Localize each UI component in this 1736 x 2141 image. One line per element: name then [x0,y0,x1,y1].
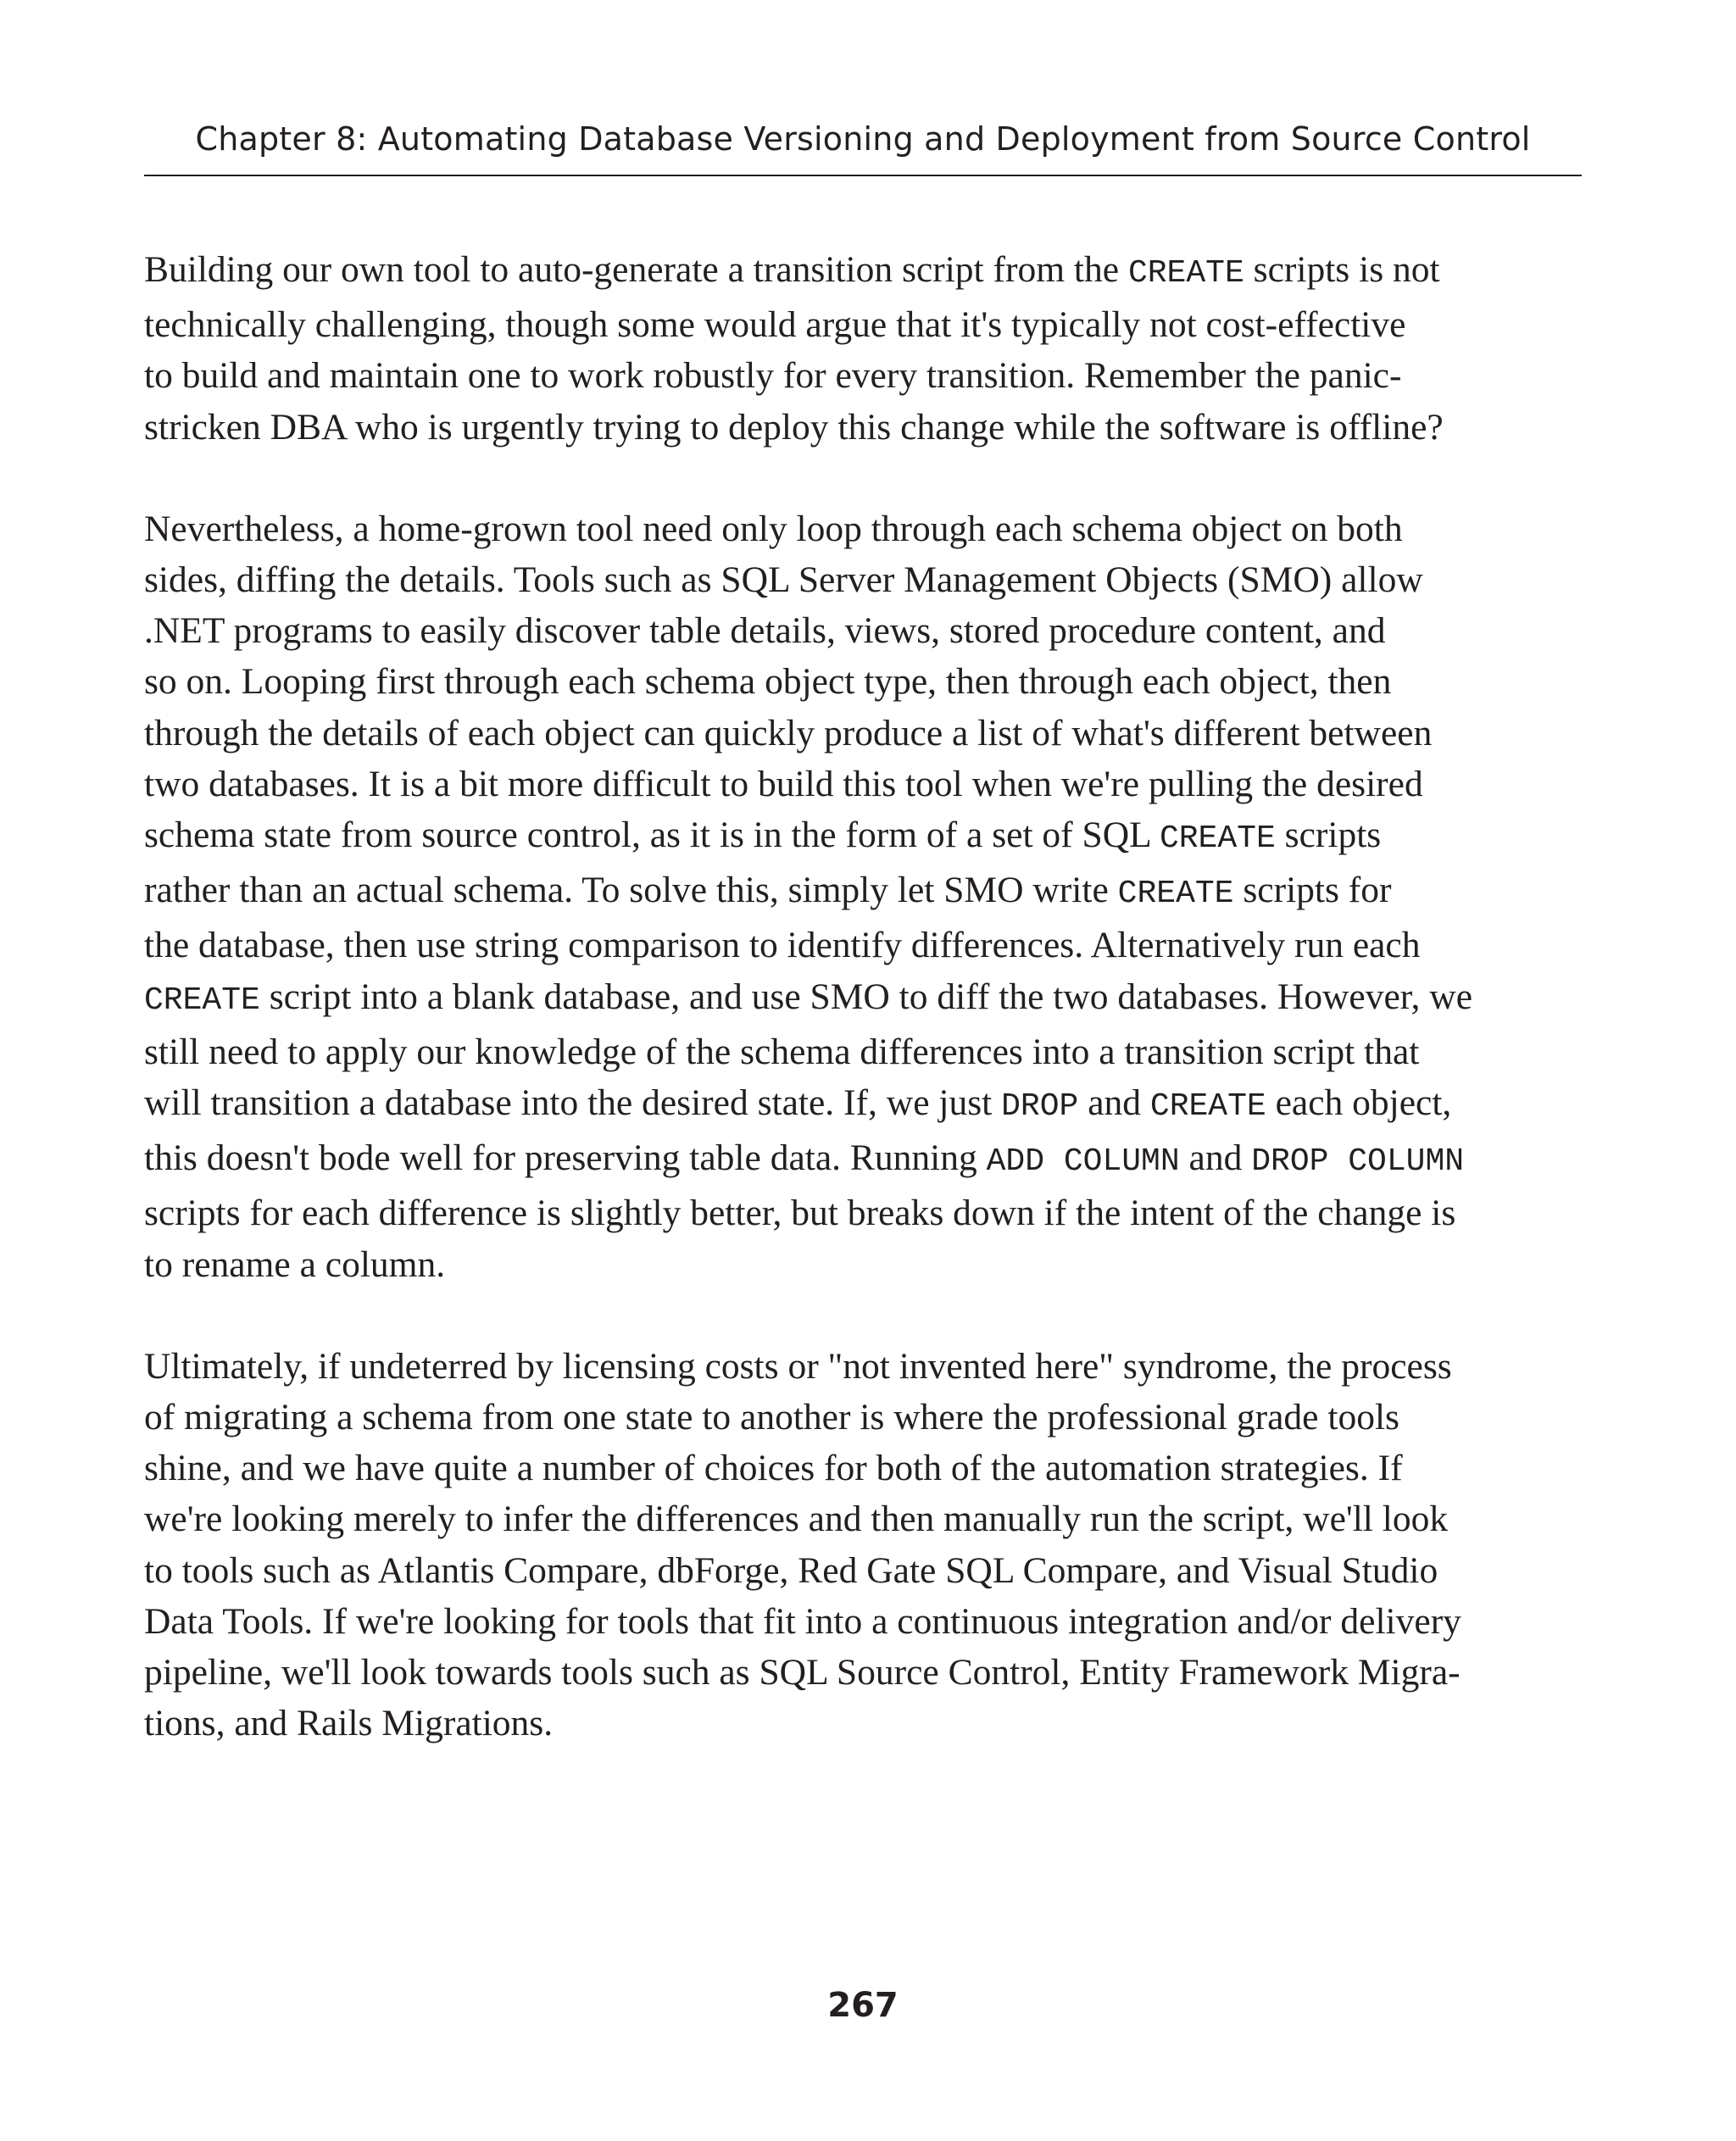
inline-code: DROP COLUMN [1251,1143,1465,1181]
text-run: to tools such as Atlantis Compare, dbForge, Red Gate SQL Compare, and Visual Studio [144,1549,1438,1591]
text-line [144,1077,1582,1132]
text-run: sides, diffing the details. Tools such as SQL Server Management Objects (SMO) allow [144,559,1423,601]
text-run: Ultimately, if undeterred by licensing costs or "not invented here" syndrome, the process [144,1345,1452,1387]
text-run: two databases. It is a bit more difficult to build this tool when we're pulling the desired [144,763,1423,804]
inline-code: CREATE [1127,255,1244,292]
page-number: 267 [827,1986,899,2025]
inline-code: ADD COLUMN [986,1143,1180,1181]
text-run: scripts is not [1244,249,1440,290]
paragraph [144,1341,1582,1749]
text-run: rather than an actual schema. To solve this, simply let SMO write [144,870,1118,911]
text-line [144,605,1582,656]
text-line [144,244,1582,299]
text-run: each object, [1266,1082,1452,1124]
text-run: schema state from source control, as it is in the form of a set of SQL [144,815,1160,856]
text-line [144,1493,1582,1544]
text-line [144,1443,1582,1493]
text-line [144,1239,1582,1290]
text-line [144,299,1582,350]
text-line [144,1596,1582,1647]
inline-code: DROP [1001,1088,1079,1126]
text-line [144,1545,1582,1596]
text-line [144,708,1582,759]
text-line [144,656,1582,707]
text-run: Data Tools. If we're looking for tools that fit into a continuous integration and/or delivery [144,1600,1461,1642]
running-header: Chapter 8: Automating Database Versioning and Deployment from Source Control [195,120,1531,158]
text-run: through the details of each object can quickly produce a list of what's different between [144,712,1433,754]
text-line [144,402,1582,453]
text-run: to build and maintain one to work robustly for every transition. Remember the panic- [144,355,1402,397]
text-run: the database, then use string comparison to identify differences. Alternatively run each [144,925,1421,966]
text-line [144,503,1582,554]
body-text [144,244,1582,1799]
inline-code: CREATE [1117,876,1234,913]
text-line [144,1026,1582,1077]
text-run: of migrating a schema from one state to another is where the professional grade tools [144,1397,1399,1438]
text-line [144,1187,1582,1238]
text-run: technically challenging, though some would argue that it's typically not cost-effective [144,304,1406,346]
text-line [144,1341,1582,1392]
text-line [144,1698,1582,1749]
paragraph [144,503,1582,1290]
text-line [144,1132,1582,1187]
text-line [144,1392,1582,1443]
text-run: we're looking merely to infer the differences and then manually run the script, we'll look [144,1499,1449,1540]
paragraph [144,244,1582,453]
text-run: scripts for each difference is slightly better, but breaks down if the intent of the change is [144,1193,1456,1234]
header-divider [144,175,1582,176]
text-run: will transition a database into the desired state. If, we just [144,1082,1002,1124]
text-run: Building our own tool to auto-generate a transition script from the [144,249,1128,290]
text-line [144,809,1582,865]
text-line [144,1647,1582,1698]
text-run: script into a blank database, and use SMO to diff the two databases. However, we [259,976,1472,1017]
text-run: so on. Looping first through each schema object type, then through each object, then [144,661,1392,703]
text-run: pipeline, we'll look towards tools such as SQL Source Control, Entity Framework Migra- [144,1652,1461,1693]
text-run: Nevertheless, a home-grown tool need only loop through each schema object on both [144,508,1403,549]
text-run: and [1179,1137,1252,1179]
text-line [144,971,1582,1026]
text-run: tions, and Rails Migrations. [144,1703,554,1744]
text-run: still need to apply our knowledge of the schema differences into a transition script that [144,1031,1420,1072]
text-line [144,759,1582,809]
inline-code: CREATE [1149,1088,1266,1126]
text-run: and [1078,1082,1150,1124]
text-line [144,350,1582,401]
text-run: stricken DBA who is urgently trying to deploy this change while the software is offline? [144,406,1444,448]
text-run: scripts for [1233,870,1392,911]
inline-code: CREATE [1159,820,1276,858]
inline-code: CREATE [144,982,260,1019]
text-run: shine, and we have quite a number of choices for both of the automation strategies. If [144,1448,1403,1489]
text-run: .NET programs to easily discover table details, views, stored procedure content, and [144,610,1386,652]
text-run: this doesn't bode well for preserving table data. Running [144,1137,987,1179]
text-line [144,554,1582,605]
text-line [144,920,1582,970]
text-run: scripts [1275,815,1382,856]
text-line [144,865,1582,920]
text-run: to rename a column. [144,1243,446,1285]
